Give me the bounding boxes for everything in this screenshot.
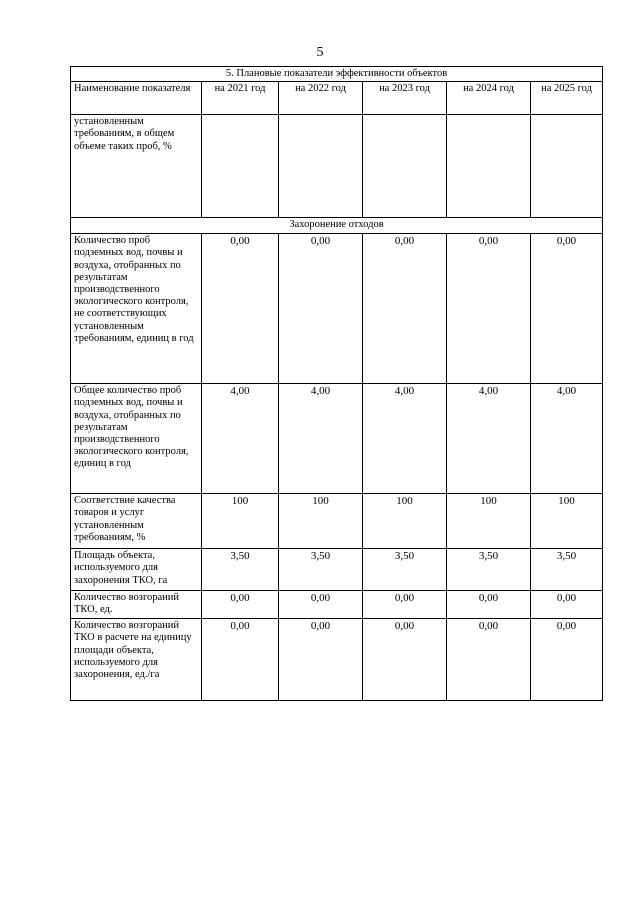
row-value: 0,00 (202, 619, 279, 701)
row-value: 4,00 (447, 384, 531, 494)
row-value: 3,50 (531, 549, 603, 591)
row-value: 0,00 (279, 619, 363, 701)
row-value: 3,50 (279, 549, 363, 591)
row-value (363, 115, 447, 218)
row-value: 0,00 (202, 591, 279, 619)
table-row (71, 234, 603, 384)
row-name: Площадь объекта, используемого для захоронения ТКО, га (71, 549, 202, 591)
row-value: 100 (447, 494, 531, 549)
header-year-2022: на 2022 год (279, 82, 363, 115)
section-title-row (71, 67, 603, 82)
row-value: 0,00 (363, 619, 447, 701)
header-year-2024: на 2024 год (447, 82, 531, 115)
section-title: 5. Плановые показатели эффективности объектов (71, 67, 603, 82)
row-value: 3,50 (447, 549, 531, 591)
row-value: 3,50 (363, 549, 447, 591)
row-value (447, 115, 531, 218)
row-value (202, 115, 279, 218)
group-title-row (71, 218, 603, 234)
table-row (71, 115, 603, 218)
row-value: 0,00 (531, 619, 603, 701)
row-name: Количество проб подземных вод, почвы и воздуха, отобранных по результатам производственного экологического контроля, не соответствующих установленным требованиям, единиц в год (71, 234, 202, 384)
table-row (71, 619, 603, 701)
table-row (71, 591, 603, 619)
row-value: 0,00 (279, 591, 363, 619)
row-value: 100 (531, 494, 603, 549)
row-value: 0,00 (363, 591, 447, 619)
row-value (279, 115, 363, 218)
row-value: 4,00 (202, 384, 279, 494)
table-row (71, 494, 603, 549)
row-value: 0,00 (279, 234, 363, 384)
row-value: 4,00 (279, 384, 363, 494)
row-value (531, 115, 603, 218)
header-year-2021: на 2021 год (202, 82, 279, 115)
row-value: 3,50 (202, 549, 279, 591)
page-number: 5 (316, 45, 324, 60)
row-value: 100 (202, 494, 279, 549)
row-value: 0,00 (447, 234, 531, 384)
performance-indicators-table (70, 66, 603, 701)
row-name: установленным требованиям, в общем объеме таких проб, % (71, 115, 202, 218)
row-name: Общее количество проб подземных вод, почвы и воздуха, отобранных по результатам производственного экологического контроля, единиц в год (71, 384, 202, 494)
row-name: Количество возгораний ТКО в расчете на единицу площади объекта, используемого для захоронения, ед./га (71, 619, 202, 701)
row-value: 0,00 (531, 234, 603, 384)
group-title: Захоронение отходов (71, 218, 603, 234)
row-value: 4,00 (531, 384, 603, 494)
row-name: Количество возгораний ТКО, ед. (71, 591, 202, 619)
header-row (71, 82, 603, 115)
row-value: 100 (279, 494, 363, 549)
row-value: 0,00 (363, 234, 447, 384)
row-value: 100 (363, 494, 447, 549)
header-year-2023: на 2023 год (363, 82, 447, 115)
row-value: 0,00 (447, 591, 531, 619)
row-value: 0,00 (531, 591, 603, 619)
row-name: Соответствие качества товаров и услуг установленным требованиям, % (71, 494, 202, 549)
row-value: 0,00 (447, 619, 531, 701)
row-value: 4,00 (363, 384, 447, 494)
table-row (71, 549, 603, 591)
header-name-col: Наименование показателя (71, 82, 202, 115)
row-value: 0,00 (202, 234, 279, 384)
header-year-2025: на 2025 год (531, 82, 603, 115)
table-row (71, 384, 603, 494)
